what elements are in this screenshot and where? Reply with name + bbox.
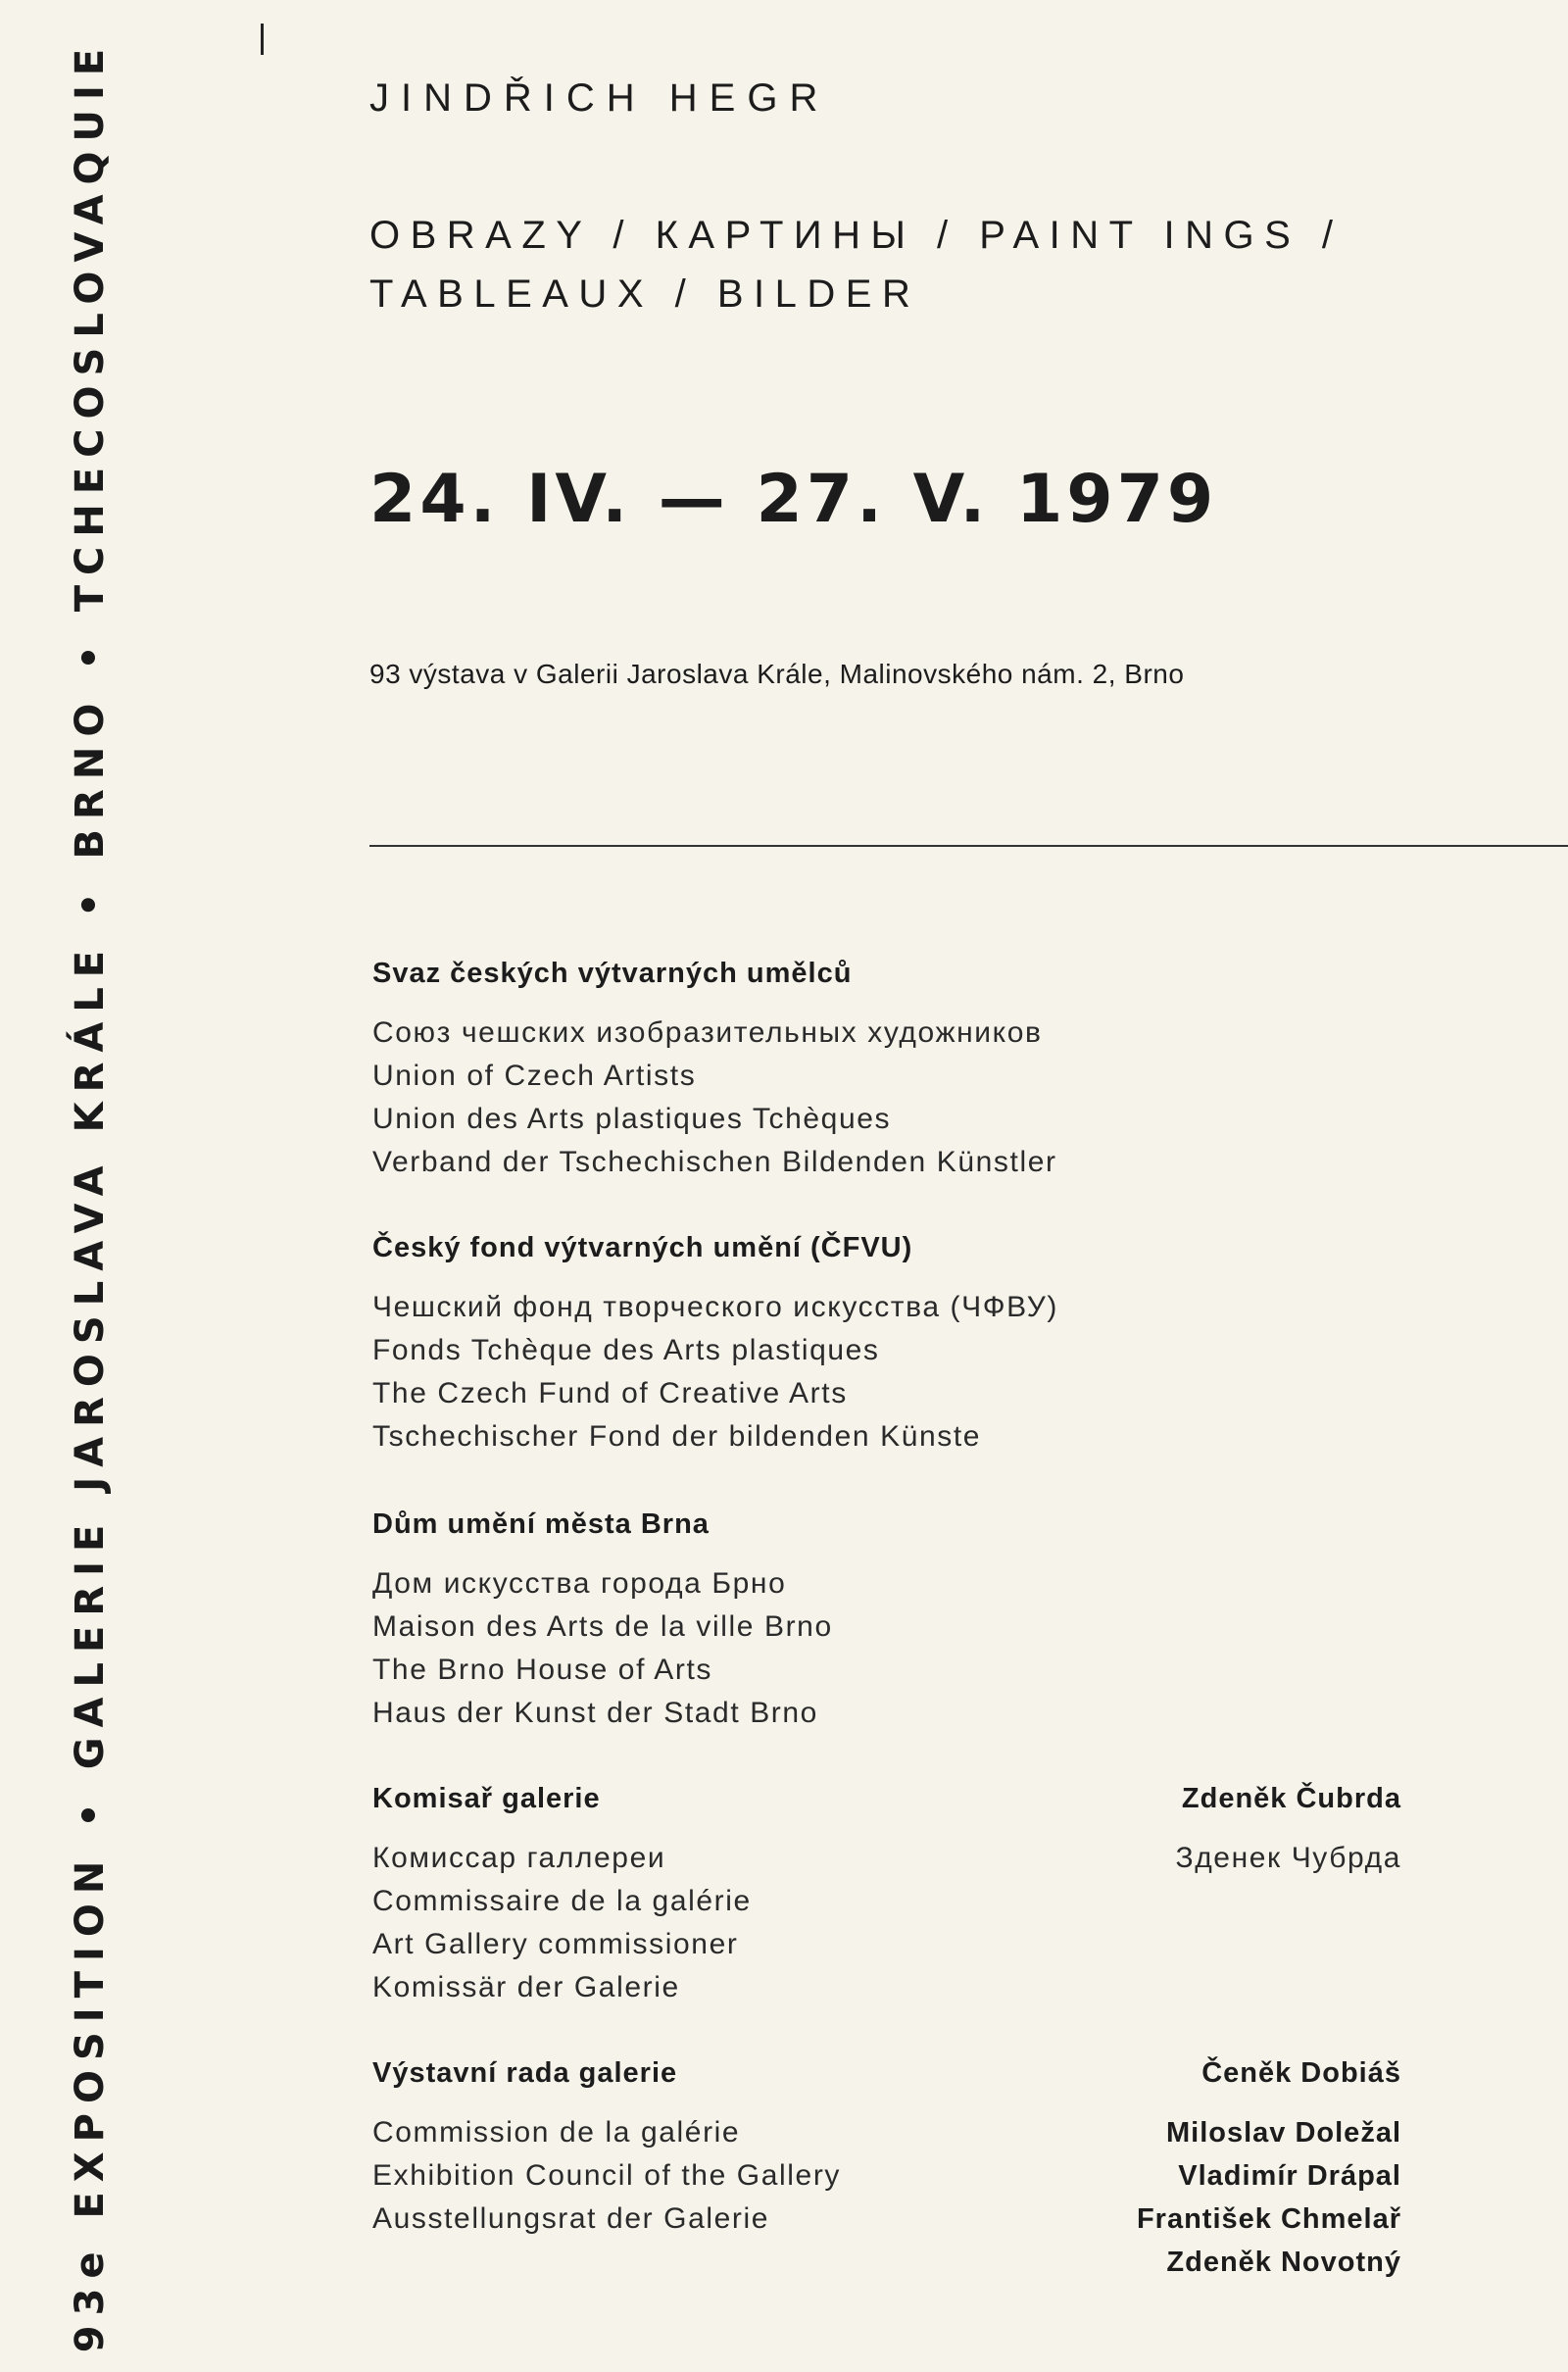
- section-heading: Dům umění města Brna: [372, 1508, 710, 1540]
- section-line: Union des Arts plastiques Tchèques: [372, 1103, 892, 1135]
- section-line: Komissär der Galerie: [372, 1971, 680, 2003]
- exhibition-dates: 24. IV. — 27. V. 1979: [369, 461, 1218, 538]
- commissioner-name-cyrillic: Зденек Чубрда: [1175, 1842, 1401, 1874]
- section-house-of-arts: [372, 1507, 1401, 1735]
- section-line: Чешский фонд творческого искусства (ЧФВУ): [372, 1291, 1059, 1323]
- section-line: Art Gallery commissioner: [372, 1928, 739, 1960]
- section-line: Commissaire de la galérie: [372, 1885, 752, 1917]
- subtitle-line-1: OBRAZY / КАРТИНЫ / PAINT INGS /: [369, 214, 1344, 257]
- spine-text: 93e EXPOSITION • GALERIE JAROSLAVA KRÁLE • BRNO • TCHECOSLOVAQUIE: [68, 38, 113, 2353]
- divider-rule: [369, 845, 1568, 847]
- council-member: Vladimír Drápal: [1178, 2160, 1401, 2192]
- section-heading: Komisař galerie: [372, 1783, 601, 1814]
- section-line: The Czech Fund of Creative Arts: [372, 1377, 848, 1409]
- section-lines: [372, 1562, 1401, 1735]
- section-heading: Český fond výtvarných umění (ČFVU): [372, 1232, 913, 1263]
- council-member: Miloslav Doležal: [1165, 2117, 1401, 2149]
- section-line: Ausstellungsrat der Galerie: [372, 2202, 770, 2235]
- section-line: Комиссар галлереи: [372, 1842, 666, 1874]
- section-line: Exhibition Council of the Gallery: [372, 2159, 842, 2192]
- artist-name: JINDŘICH HEGR: [369, 76, 830, 120]
- section-lines: [372, 1286, 1401, 1458]
- section-line: Tschechischer Fond der bildenden Künste: [372, 1420, 982, 1453]
- commissioner-names: [1175, 1782, 1401, 1880]
- council-member: František Chmelař: [1136, 2203, 1401, 2235]
- section-line: Commission de la galérie: [372, 2116, 741, 2149]
- commissioner-name: Zdeněk Čubrda: [1181, 1783, 1401, 1814]
- section-line: Haus der Kunst der Stadt Brno: [372, 1697, 818, 1729]
- section-heading: Výstavní rada galerie: [372, 2057, 678, 2089]
- section-line: Союз чешских изобразительных художников: [372, 1016, 1043, 1049]
- council-member: Čeněk Dobiáš: [1201, 2057, 1401, 2089]
- section-line: Дом искусства города Брно: [372, 1567, 787, 1600]
- section-fund: [372, 1231, 1401, 1458]
- council-member: Zdeněk Novotný: [1166, 2247, 1401, 2278]
- section-line: The Brno House of Arts: [372, 1654, 713, 1686]
- section-heading: Svaz českých výtvarných umělců: [372, 958, 853, 989]
- section-union: [372, 957, 1401, 1184]
- section-lines: [372, 1012, 1401, 1184]
- venue-line: 93 výstava v Galerii Jaroslava Krále, Malinovského nám. 2, Brno: [369, 659, 1185, 689]
- section-line: Fonds Tchèque des Arts plastiques: [372, 1334, 880, 1366]
- section-line: Union of Czech Artists: [372, 1060, 697, 1092]
- margin-tick: [261, 24, 264, 55]
- council-members: [1137, 2056, 1401, 2284]
- section-line: Maison des Arts de la ville Brno: [372, 1610, 833, 1643]
- section-commissioner: [372, 1782, 1401, 2009]
- exhibition-subtitle: [369, 206, 1447, 323]
- section-line: Verband der Tschechischen Bildenden Künstler: [372, 1146, 1057, 1178]
- section-council: [372, 2056, 1401, 2278]
- subtitle-line-2: TABLEAUX / BILDER: [369, 272, 921, 316]
